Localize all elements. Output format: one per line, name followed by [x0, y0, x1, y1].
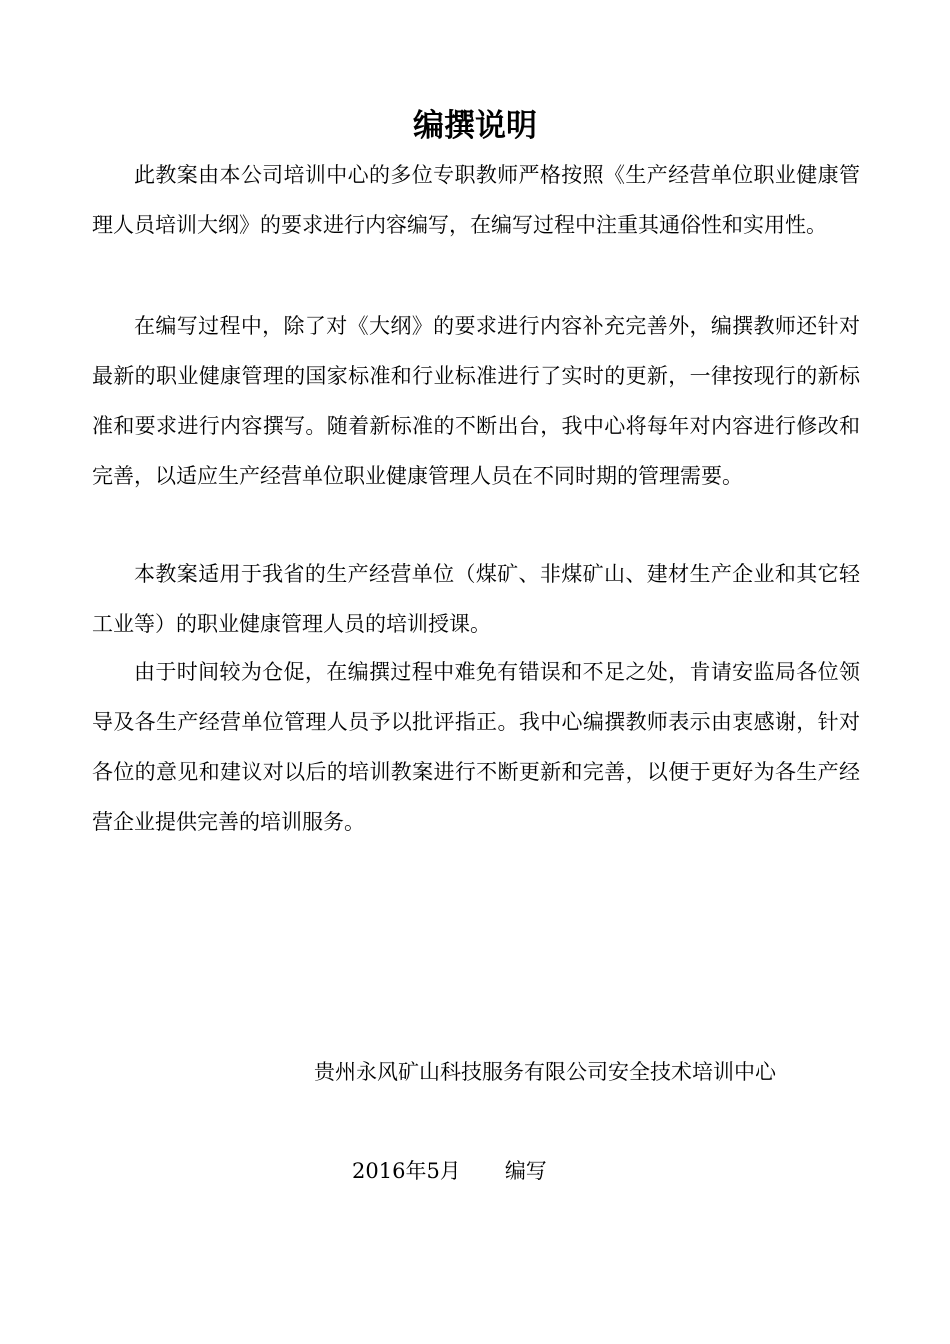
signature-organization: 贵州永风矿山科技服务有限公司安全技术培训中心 [314, 1060, 776, 1084]
paragraph-intro: 此教案由本公司培训中心的多位专职教师严格按照《生产经营单位职业健康管理人员培训大纲》的要求进行内容编写，在编写过程中注重其通俗性和实用性。 [92, 163, 860, 237]
signature-line [352, 1154, 547, 1188]
paragraph-scope: 本教案适用于我省的生产经营单位（煤矿、非煤矿山、建材生产企业和其它轻工业等）的职业健康管理人员的培训授课。 [92, 562, 860, 636]
document-title: 编撰说明 [413, 108, 537, 144]
paragraph-acknowledgement: 由于时间较为仓促，在编撰过程中难免有错误和不足之处，肯请安监局各位领导及各生产经营单位管理人员予以批评指正。我中心编撰教师表示由衷感谢，针对各位的意见和建议对以后的培训教案进行不断更新和完善，以便于更好为各生产经营企业提供完善的培训服务。 [92, 660, 860, 834]
signature-action: 编写 [504, 1159, 547, 1183]
signature-date: 2016年5月 [352, 1159, 461, 1183]
paragraph-updates: 在编写过程中，除了对《大纲》的要求进行内容补充完善外，编撰教师还针对最新的职业健康管理的国家标准和行业标准进行了实时的更新，一律按现行的新标准和要求进行内容撰写。随着新标准的不断出台，我中心将每年对内容进行修改和完善，以适应生产经营单位职业健康管理人员在不同时期的管理需要。 [92, 314, 860, 488]
